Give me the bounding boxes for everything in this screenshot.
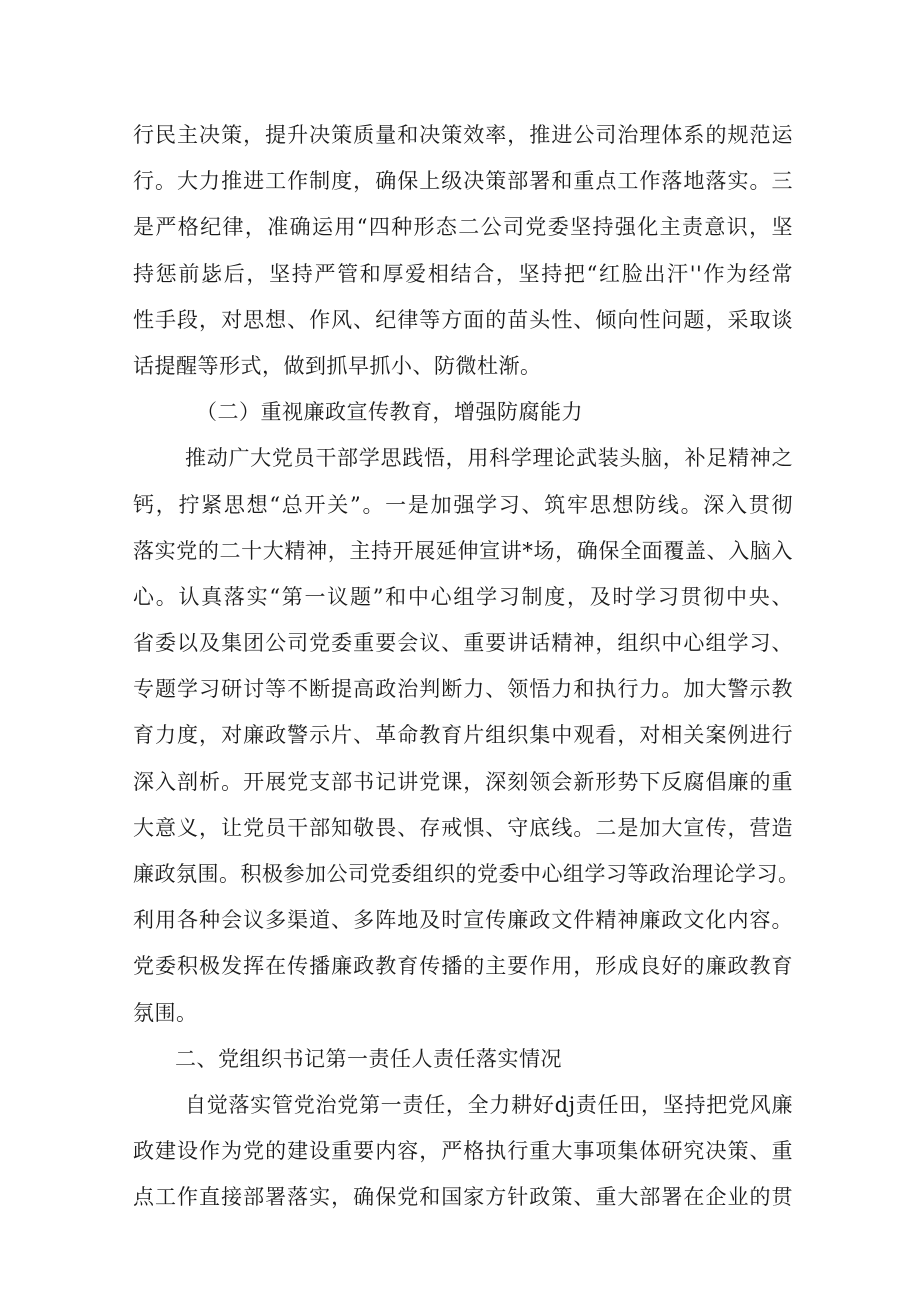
- paragraph-line: 氛围。: [133, 1000, 198, 1025]
- paragraph-line: 行民主决策，提升决策质量和决策效率，推进公司治理体系的规范运: [133, 123, 793, 147]
- paragraph-line: 深入剖析。开展党支部书记讲党课，深刻领会新形势下反腐倡廉的重: [133, 769, 793, 794]
- document-body: [133, 112, 800, 1221]
- paragraph-line: 育力度，对廉政警示片、革命教育片组织集中观看，对相关案例进行: [133, 723, 793, 748]
- paragraph-line: 大意义，让党员干部知敬畏、存戒惧、守底线。二是加大宣传，营造: [133, 815, 793, 840]
- section-subheading: （二）重视廉政宣传教育，增强防腐能力: [196, 400, 583, 425]
- paragraph-line: 党委积极发挥在传播廉政教育传播的主要作用，形成良好的廉政教育: [133, 954, 793, 979]
- paragraph-line: 专题学习研讨等不断提高政治判断力、领悟力和执行力。加大警示教: [133, 677, 793, 702]
- paragraph-line: 利用各种会议多渠道、多阵地及时宣传廉政文件精神廉政文化内容。: [133, 908, 793, 933]
- paragraph-line: 话提醒等形式，做到抓早抓小、防微杜渐。: [133, 353, 542, 378]
- paragraph-line: 廉政氛围。积极参加公司党委组织的党委中心组学习等政治理论学习。: [133, 862, 800, 886]
- paragraph-line: 自觉落实管党治党第一责任，全力耕好dj责任田，坚持把党风廉: [185, 1092, 793, 1117]
- paragraph-line: 省委以及集团公司党委重要会议、重要讲话精神，组织中心组学习、: [133, 631, 793, 656]
- paragraph-line: 行。大力推进工作制度，确保上级决策部署和重点工作落地落实。三: [133, 169, 793, 194]
- paragraph-line: 点工作直接部署落实，确保党和国家方针政策、重大部署在企业的贯: [133, 1185, 793, 1210]
- paragraph-line: 落实党的二十大精神，主持开展延伸宣讲*场，确保全面覆盖、入脑入: [133, 538, 793, 563]
- section-heading: 二、党组织书记第一责任人责任落实情况: [175, 1046, 562, 1071]
- paragraph-line: 心。认真落实“第一议题”和中心组学习制度，及时学习贯彻中央、: [133, 584, 793, 609]
- paragraph-line: 是严格纪律，准确运用“四种形态二公司党委坚持强化主责意识，坚: [133, 215, 793, 240]
- paragraph-line: 政建设作为党的建设重要内容，严格执行重大事项集体研究决策、重: [133, 1139, 793, 1164]
- paragraph-line: 性手段，对思想、作风、纪律等方面的苗头性、倾向性问题，采取谈: [133, 307, 793, 332]
- paragraph-line: 持惩前毖后，坚持严管和厚爱相结合，坚持把“红脸出汗''作为经常: [133, 261, 793, 286]
- paragraph-line: 钙，拧紧思想“总开关”。一是加强学习、筑牢思想防线。深入贯彻: [133, 492, 793, 517]
- paragraph-line: 推动广大党员干部学思践悟，用科学理论武装头脑，补足精神之: [185, 446, 793, 471]
